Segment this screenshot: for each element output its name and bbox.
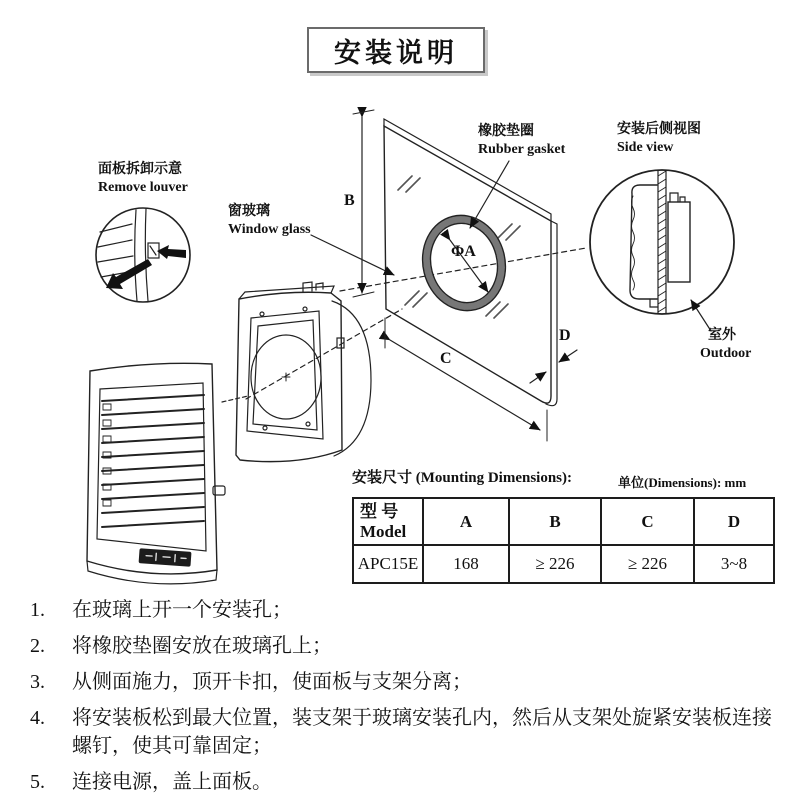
dimension-d-label: D: [559, 327, 571, 344]
remove-louver-label-cn: 面板拆卸示意: [98, 162, 182, 177]
table-header-model-cn: 型 号: [360, 501, 399, 521]
window-glass-label-cn: 窗玻璃: [228, 204, 270, 219]
table-caption-unit: 单位(Dimensions): mm: [618, 475, 747, 490]
instruction-item-3: [30, 668, 772, 696]
rubber-gasket-label: [478, 123, 565, 158]
instruction-item-5: [30, 768, 772, 796]
page-title-text: 安装说明: [334, 37, 458, 68]
rubber-gasket-label-cn: 橡胶垫圈: [478, 124, 534, 139]
remove-louver-label: [98, 161, 188, 196]
dimension-c-label: C: [440, 350, 452, 367]
table-row: [353, 545, 774, 583]
instruction-number: 5.: [30, 771, 45, 793]
outdoor-label: [700, 327, 751, 362]
window-glass-label: [228, 203, 311, 238]
side-view-drawing: [590, 170, 734, 331]
table-header-model-en: Model: [360, 521, 407, 541]
louver-panel-drawing: [87, 363, 225, 584]
table-cell-c: ≥ 226: [601, 545, 694, 583]
table-caption-mounting: 安装尺寸 (Mounting Dimensions):: [352, 470, 573, 486]
table-cell-d: 3~8: [694, 545, 774, 583]
instruction-item-4: [30, 704, 772, 760]
instruction-number: 3.: [30, 671, 45, 693]
window-glass-drawing: [246, 110, 586, 441]
table-header-row: [353, 498, 774, 545]
instruction-number: 1.: [30, 599, 45, 621]
remove-louver-label-en: Remove louver: [98, 179, 188, 195]
instruction-text: 将安装板松到最大位置，装支架于玻璃安装孔内，然后从支架处旋紧安装板连接螺钉，使其可靠固定；: [72, 707, 772, 757]
instruction-number: 4.: [30, 707, 45, 729]
table-cell-a: 168: [423, 545, 509, 583]
instruction-item-1: [30, 596, 772, 624]
window-glass-label-en: Window glass: [228, 221, 311, 237]
brand-logo: [139, 548, 192, 567]
remove-louver-detail-drawing: [96, 208, 190, 302]
instruction-text: 将橡胶垫圈安放在玻璃孔上；: [72, 635, 332, 657]
table-header-b: B: [509, 498, 601, 545]
table-cell-model: APC15E: [353, 545, 423, 583]
instruction-text: 从侧面施力，顶开卡扣，使面板与支架分离；: [72, 671, 472, 693]
dimension-b-label: B: [344, 192, 355, 209]
side-view-label-en: Side view: [617, 139, 674, 155]
fan-body-drawing: [222, 282, 371, 462]
side-view-label-cn: 安装后侧视图: [617, 122, 701, 137]
outdoor-label-cn: 室外: [708, 328, 736, 343]
table-header-d: D: [694, 498, 774, 545]
table-header-model: [353, 498, 423, 545]
instruction-list: [30, 596, 772, 802]
table-cell-b: ≥ 226: [509, 545, 601, 583]
table-header-c: C: [601, 498, 694, 545]
outdoor-label-en: Outdoor: [700, 345, 752, 361]
dimension-a-label: ΦA: [451, 243, 476, 260]
mounting-dimensions-table: [352, 497, 775, 584]
instruction-text: 在玻璃上开一个安装孔；: [72, 599, 292, 621]
instruction-number: 2.: [30, 635, 45, 657]
rubber-gasket-label-en: Rubber gasket: [478, 141, 566, 157]
table-header-a: A: [423, 498, 509, 545]
instruction-text: 连接电源，盖上面板。: [72, 771, 272, 793]
instruction-item-2: [30, 632, 772, 660]
side-view-label: [617, 121, 701, 156]
